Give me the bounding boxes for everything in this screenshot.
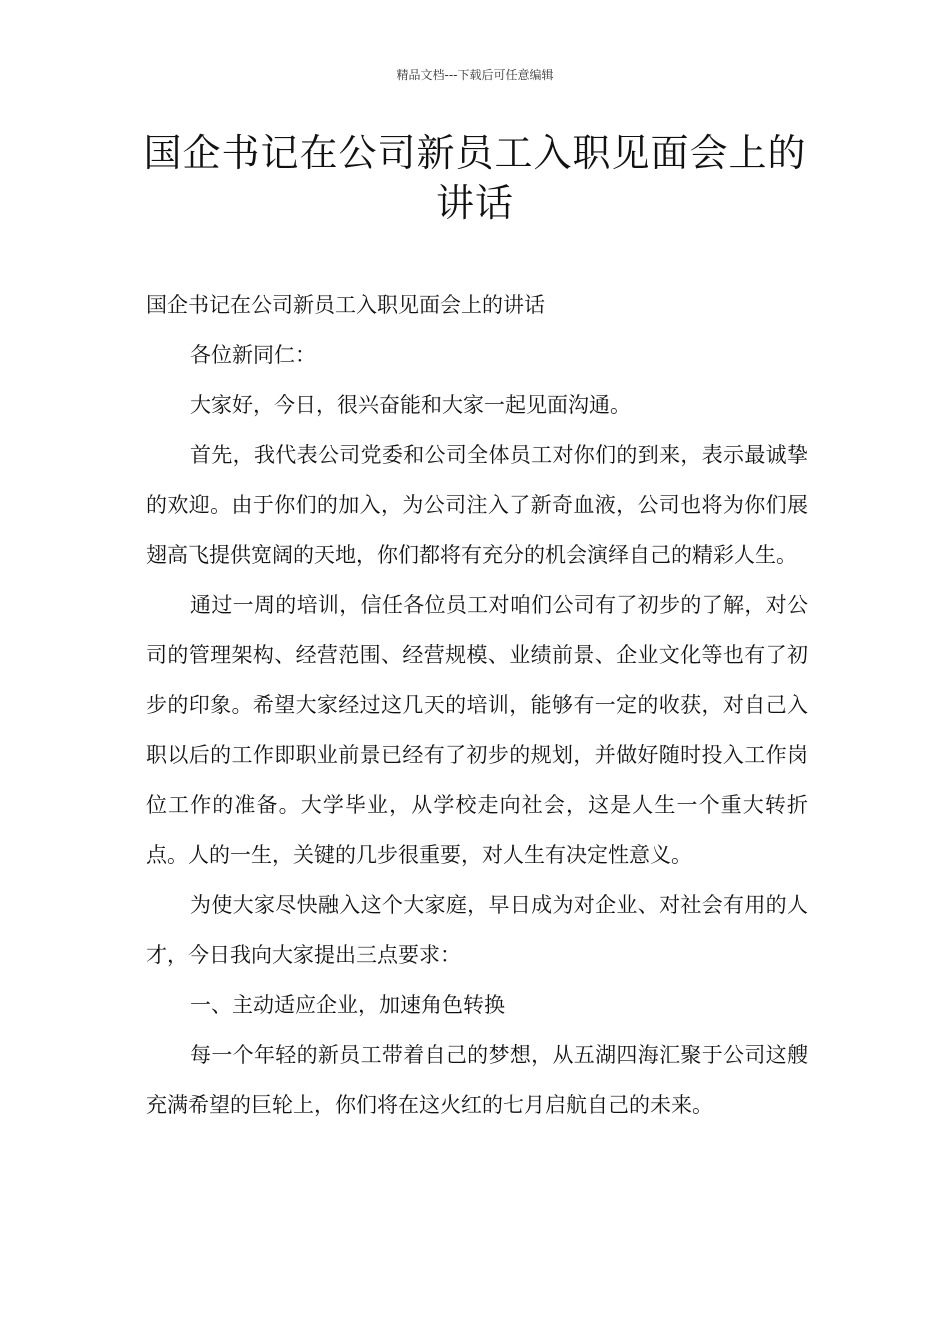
header-note: 精品文档---下载后可任意编辑 [396,68,554,82]
document-title: 国企书记在公司新员工入职见面会上的讲话 [143,131,807,225]
salutation-paragraph: 各位新同仁： [190,343,316,367]
welcome-paragraph: 首先，我代表公司党委和公司全体员工对你们的到来，表示最诚挚的欢迎。由于你们的加入，为公司注入了新奇血液，公司也将为你们展翅高飞提供宽阔的天地，你们都将有充分的机会演绎自己的精彩人生。 [146,443,808,567]
section-heading-one: 一、主动适应企业，加速角色转换 [190,993,505,1017]
section-one-paragraph: 每一个年轻的新员工带着自己的梦想，从五湖四海汇聚于公司这艘充满希望的巨轮上，你们将在这火红的七月启航自己的未来。 [146,1043,808,1117]
requirements-intro-paragraph: 为使大家尽快融入这个大家庭，早日成为对企业、对社会有用的人才，今日我向大家提出三点要求： [146,893,808,967]
training-paragraph: 通过一周的培训，信任各位员工对咱们公司有了初步的了解，对公司的管理架构、经营范围、经营规模、业绩前景、企业文化等也有了初步的印象。希望大家经过这几天的培训，能够有一定的收获，对自己入职以后的工作即职业前景已经有了初步的规划，并做好随时投入工作岗位工作的准备。大学毕业，从学校走向社会，这是人生一个重大转折点。人的一生，关键的几步很重要，对人生有决定性意义。 [146,593,808,867]
subtitle-paragraph: 国企书记在公司新员工入职见面会上的讲话 [146,293,545,317]
document-body [146,280,808,1130]
greeting-paragraph: 大家好，今日，很兴奋能和大家一起见面沟通。 [190,393,631,417]
